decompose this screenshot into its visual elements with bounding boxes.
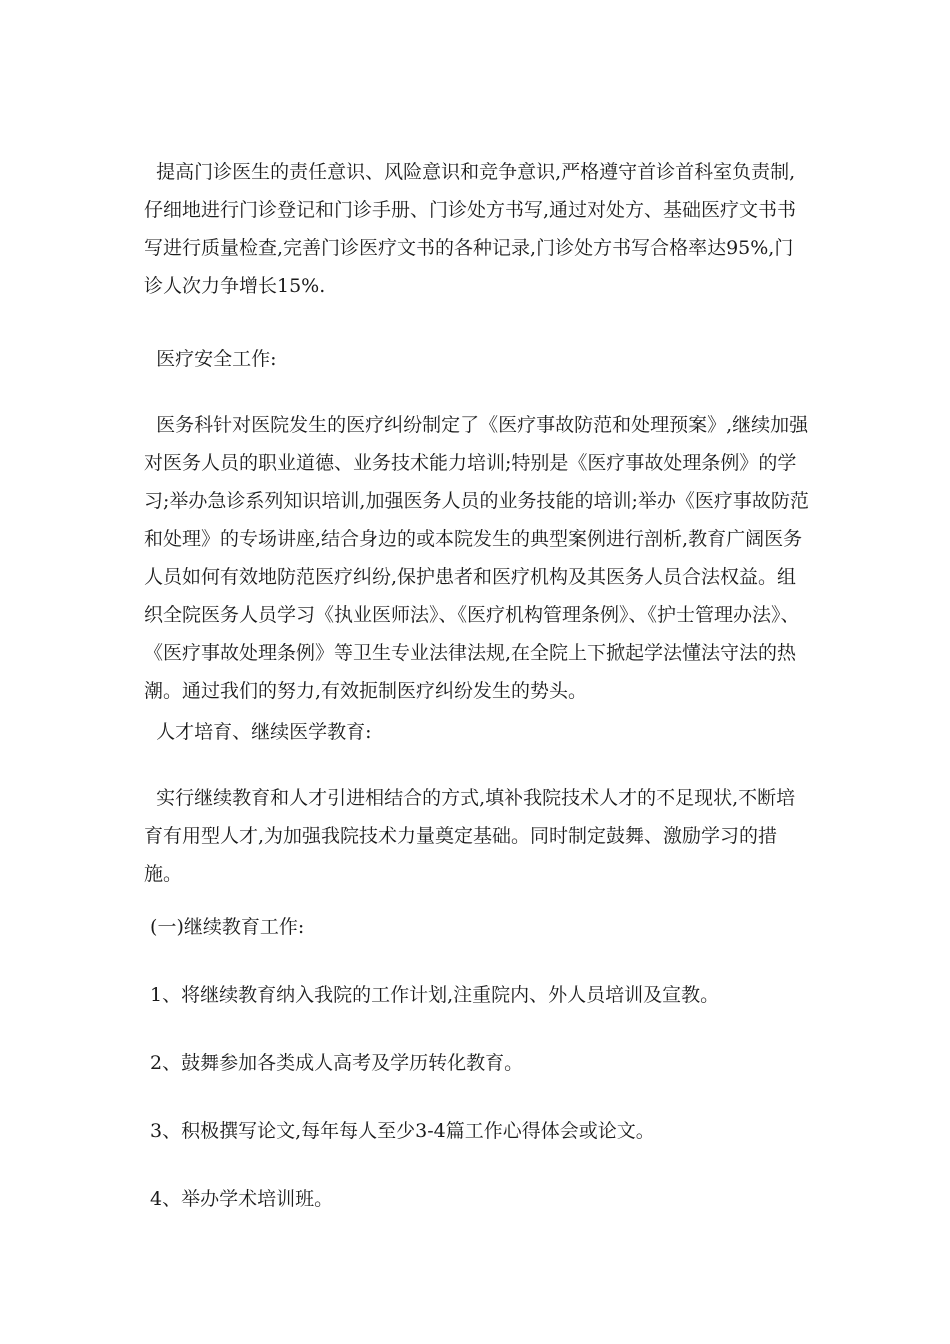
list-item-3: 3、积极撰写论文,每年每人至少3-4篇工作心得体会或论文。 (144, 1120, 655, 1142)
paragraph-talent-training: 实行继续教育和人才引进相结合的方式,填补我院技术人才的不足现状,不断培育有用型人才,为加强我院技术力量奠定基础。同时制定鼓舞、激励学习的措施。 (144, 787, 796, 885)
list-item-4: 4、举办学术培训班。 (144, 1188, 334, 1210)
heading-talent-training: 人才培育、继续医学教育: (144, 721, 372, 743)
paragraph-medical-safety: 医务科针对医院发生的医疗纠纷制定了《医疗事故防范和处理预案》,继续加强对医务人员的职业道德、业务技术能力培训;特别是《医疗事故处理条例》的学习;举办急诊系列知识培训,加强医务人员的业务技能的培训;举办《医疗事故防范和处理》的专场讲座,结合身边的或本院发生的典型案例进行剖析,教育广阔医务人员如何有效地防范医疗纠纷,保护患者和医疗机构及其医务人员合法权益。组织全院医务人员学习《执业医师法》、《医疗机构管理条例》、《护士管理办法》、《医疗事故处理条例》等卫生专业法律法规,在全院上下掀起学法懂法守法的热潮。通过我们的努力,有效扼制医疗纠纷发生的势头。 (144, 414, 809, 702)
paragraph-outpatient-quality: 提高门诊医生的责任意识、风险意识和竞争意识,严格遵守首诊首科室负责制,仔细地进行门诊登记和门诊手册、门诊处方书写,通过对处方、基础医疗文书书写进行质量检查,完善门诊医疗文书的各种记录,门诊处方书写合格率达95%,门诊人次力争增长15%. (144, 161, 797, 297)
list-item-2: 2、鼓舞参加各类成人高考及学历转化教育。 (144, 1052, 524, 1074)
list-item-1: 1、将继续教育纳入我院的工作计划,注重院内、外人员培训及宣教。 (144, 984, 720, 1006)
heading-continuing-education: (一)继续教育工作: (144, 916, 305, 938)
heading-medical-safety: 医疗安全工作: (144, 348, 277, 370)
